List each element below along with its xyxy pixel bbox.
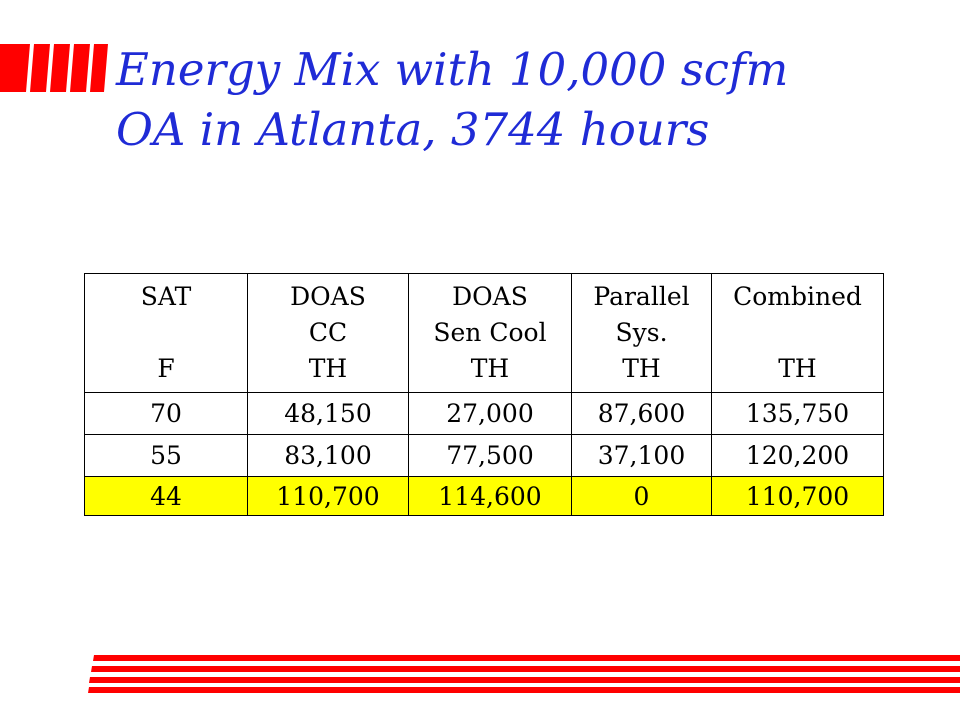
table-cell: 135,750 <box>712 393 884 435</box>
page-title <box>116 40 788 160</box>
table-cell: 87,600 <box>572 393 712 435</box>
table-cell: 70 <box>85 393 248 435</box>
table-cell: 110,700 <box>248 477 409 516</box>
table-cell: 83,100 <box>248 435 409 477</box>
header-cell: Combined TH <box>712 274 884 393</box>
table-cell: 27,000 <box>409 393 572 435</box>
table-cell: 44 <box>85 477 248 516</box>
decorative-stripes-icon <box>88 655 960 693</box>
title-line-1: Energy Mix with 10,000 scfm <box>116 43 789 96</box>
header-cell: DOAS Sen Cool TH <box>409 274 572 393</box>
header-cell: SAT F <box>85 274 248 393</box>
table-cell: 48,150 <box>248 393 409 435</box>
energy-mix-table <box>84 273 884 516</box>
table-header-row <box>85 274 884 393</box>
table-row <box>85 435 884 477</box>
table-cell: 114,600 <box>409 477 572 516</box>
table-cell: 37,100 <box>572 435 712 477</box>
table-cell: 120,200 <box>712 435 884 477</box>
header-cell: Parallel Sys. TH <box>572 274 712 393</box>
table-cell: 0 <box>572 477 712 516</box>
table-cell: 110,700 <box>712 477 884 516</box>
table-cell: 77,500 <box>409 435 572 477</box>
table-cell: 55 <box>85 435 248 477</box>
logo-bars-icon <box>0 44 108 92</box>
table-row <box>85 393 884 435</box>
header-cell: DOAS CC TH <box>248 274 409 393</box>
table-row-highlighted <box>85 477 884 516</box>
title-line-2: OA in Atlanta, 3744 hours <box>116 103 710 156</box>
